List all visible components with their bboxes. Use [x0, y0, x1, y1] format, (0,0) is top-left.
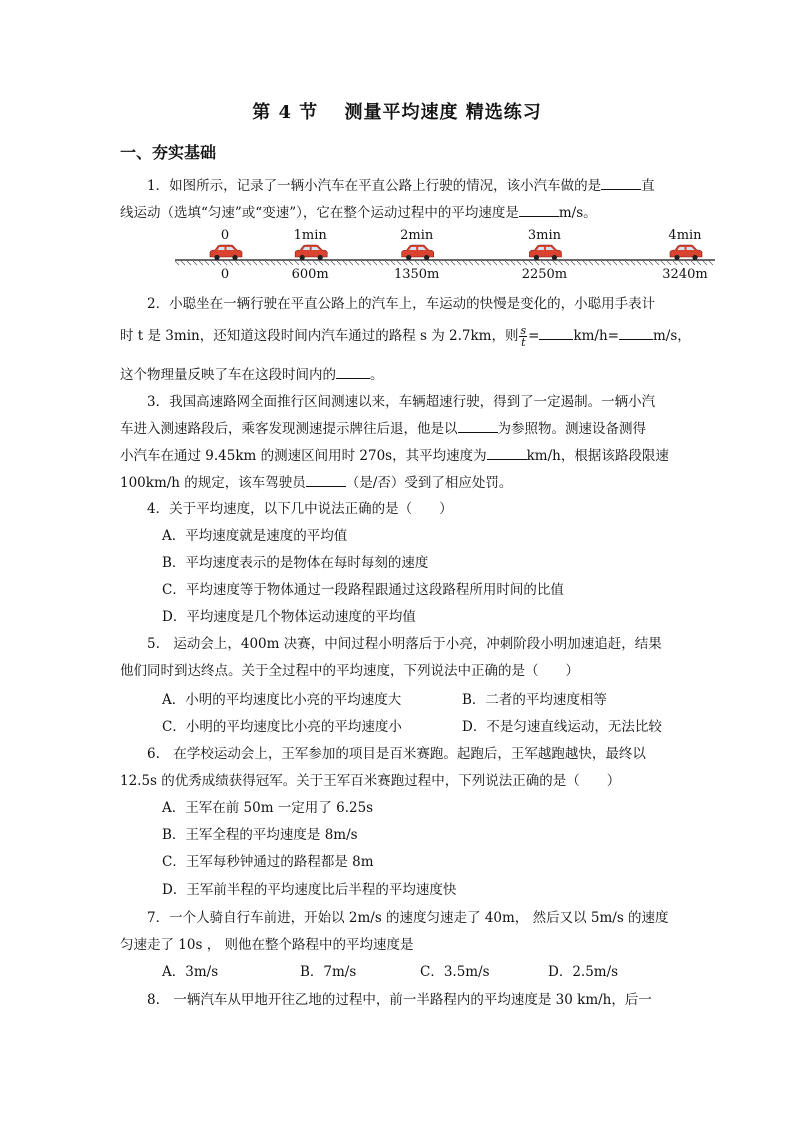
fraction-s-over-t: $\frac{s}{t}$ [520, 324, 527, 349]
car-icon [210, 245, 242, 260]
question-7-option-b[interactable]: B．7m/s [300, 964, 357, 980]
road-hatching [175, 261, 713, 265]
answer-blank[interactable] [458, 418, 498, 433]
question-2-line-1: 2．小聪坐在一辆行驶在平直公路上的汽车上，车运动的快慢是变化的，小聪用手表计 [147, 296, 656, 312]
time-label: 3min [527, 228, 562, 243]
question-6-option-a[interactable]: A．王军在前 50m 一定用了 6.25s [162, 800, 374, 816]
question-4-option-b[interactable]: B．平均速度表示的是物体在每时每刻的速度 [162, 555, 429, 571]
question-2-line-3: 这个物理量反映了车在这段时间内的 。 [120, 364, 384, 385]
page-title: 第 4 节 测量平均速度 精选练习 [252, 102, 542, 123]
question-4-option-a[interactable]: A．平均速度就是速度的平均值 [162, 528, 348, 544]
question-7-option-a[interactable]: A．3m/s [162, 964, 219, 980]
answer-blank[interactable] [519, 202, 559, 217]
answer-blank[interactable] [601, 175, 641, 190]
distance-label: 600m [291, 267, 329, 282]
answer-blank[interactable] [336, 364, 370, 379]
road-figure [170, 224, 720, 284]
question-4-option-d[interactable]: D．平均速度是几个物体运动速度的平均值 [162, 609, 416, 625]
time-label: 1min [293, 228, 327, 243]
section-heading: 一、夯实基础 [120, 143, 217, 162]
question-3-line-3: 小汽车在通过 9.45km 的测速区间用时 270s，其平均速度为 km/h，根据该路段限速 [120, 445, 669, 466]
question-7-option-c[interactable]: C．3.5m/s [420, 964, 490, 980]
road-diagram [170, 224, 720, 284]
time-label: 0 [220, 228, 230, 243]
question-1-line-1: 1．如图所示，记录了一辆小汽车在平直公路上行驶的情况，该小汽车做的是 直 [147, 175, 655, 196]
question-6-option-d[interactable]: D．王军前半程的平均速度比后半程的平均速度快 [162, 882, 457, 898]
time-label: 4min [668, 228, 702, 243]
time-label: 2min [400, 228, 434, 243]
answer-blank[interactable] [306, 472, 346, 487]
distance-label: 3240m [662, 267, 708, 282]
question-6-line-1: 6. 在学校运动会上，王军参加的项目是百米赛跑。起跑后，王军越跑越快，最终以 [147, 746, 646, 762]
question-5-option-a[interactable]: A．小明的平均速度比小亮的平均速度大 [162, 692, 402, 708]
question-5-option-d[interactable]: D．不是匀速直线运动，无法比较 [462, 719, 662, 735]
question-3-line-1: 3．我国高速路网全面推行区间测速以来，车辆超速行驶，得到了一定遏制。一辆小汽 [147, 394, 656, 410]
question-8-line-1: 8. 一辆汽车从甲地开往乙地的过程中，前一半路程内的平均速度是 30 km/h，后一 [147, 992, 652, 1008]
question-5-option-b[interactable]: B．二者的平均速度相等 [462, 692, 607, 708]
question-1-line-2: 线运动（选填“匀速”或“变速”），它在整个运动过程中的平均速度是 m/s。 [120, 202, 597, 223]
question-4-option-c[interactable]: C．平均速度等于物体通过一段路程跟通过这段路程所用时间的比值 [162, 582, 564, 598]
car-icon [670, 245, 702, 260]
distance-label: 1350m [393, 267, 440, 282]
question-7-line-2: 匀速走了 10s ， 则他在整个路程中的平均速度是 [120, 937, 414, 953]
question-5-line-1: 5. 运动会上，400m 决赛，中间过程小明落后于小亮，冲刺阶段小明加速追赶，结果 [147, 636, 662, 652]
distance-label: 2250m [521, 267, 568, 282]
car-icon [295, 245, 327, 260]
answer-blank[interactable] [539, 325, 573, 340]
question-4-stem: 4．关于平均速度，以下几中说法正确的是（ ） [147, 501, 453, 517]
answer-blank[interactable] [619, 325, 653, 340]
question-7-line-1: 7．一个人骑自行车前进，开始以 2m/s 的速度匀速走了 40m， 然后又以 5m/s 的速度 [147, 910, 669, 926]
question-6-line-2: 12.5s 的优秀成绩获得冠军。关于王军百米赛跑过程中，下列说法正确的是（ ） [120, 773, 621, 789]
question-2-line-2: 时 t 是 3min，还知道这段时间内汽车通过的路程 s 为 2.7km，则 $\frac{s}{t}$ = km/h= m/s， [120, 324, 691, 349]
distance-label: 0 [220, 267, 230, 282]
question-5-option-c[interactable]: C．小明的平均速度比小亮的平均速度小 [162, 719, 402, 735]
question-6-option-c[interactable]: C．王军每秒钟通过的路程都是 8m [162, 854, 374, 870]
car-icon [402, 245, 434, 260]
question-5-line-2: 他们同时到达终点。关于全过程中的平均速度，下列说法中正确的是（ ） [120, 663, 579, 679]
answer-blank[interactable] [487, 445, 527, 460]
question-3-line-4: 100km/h 的规定，该车驾驶员 （是/否）受到了相应处罚。 [120, 472, 512, 493]
car-icon [529, 245, 561, 260]
question-7-option-d[interactable]: D．2.5m/s [548, 964, 619, 980]
question-6-option-b[interactable]: B．王军全程的平均速度是 8m/s [162, 827, 358, 843]
question-3-line-2: 车进入测速路段后，乘客发现测速提示牌往后退，他是以 为参照物。测速设备测得 [120, 418, 646, 439]
